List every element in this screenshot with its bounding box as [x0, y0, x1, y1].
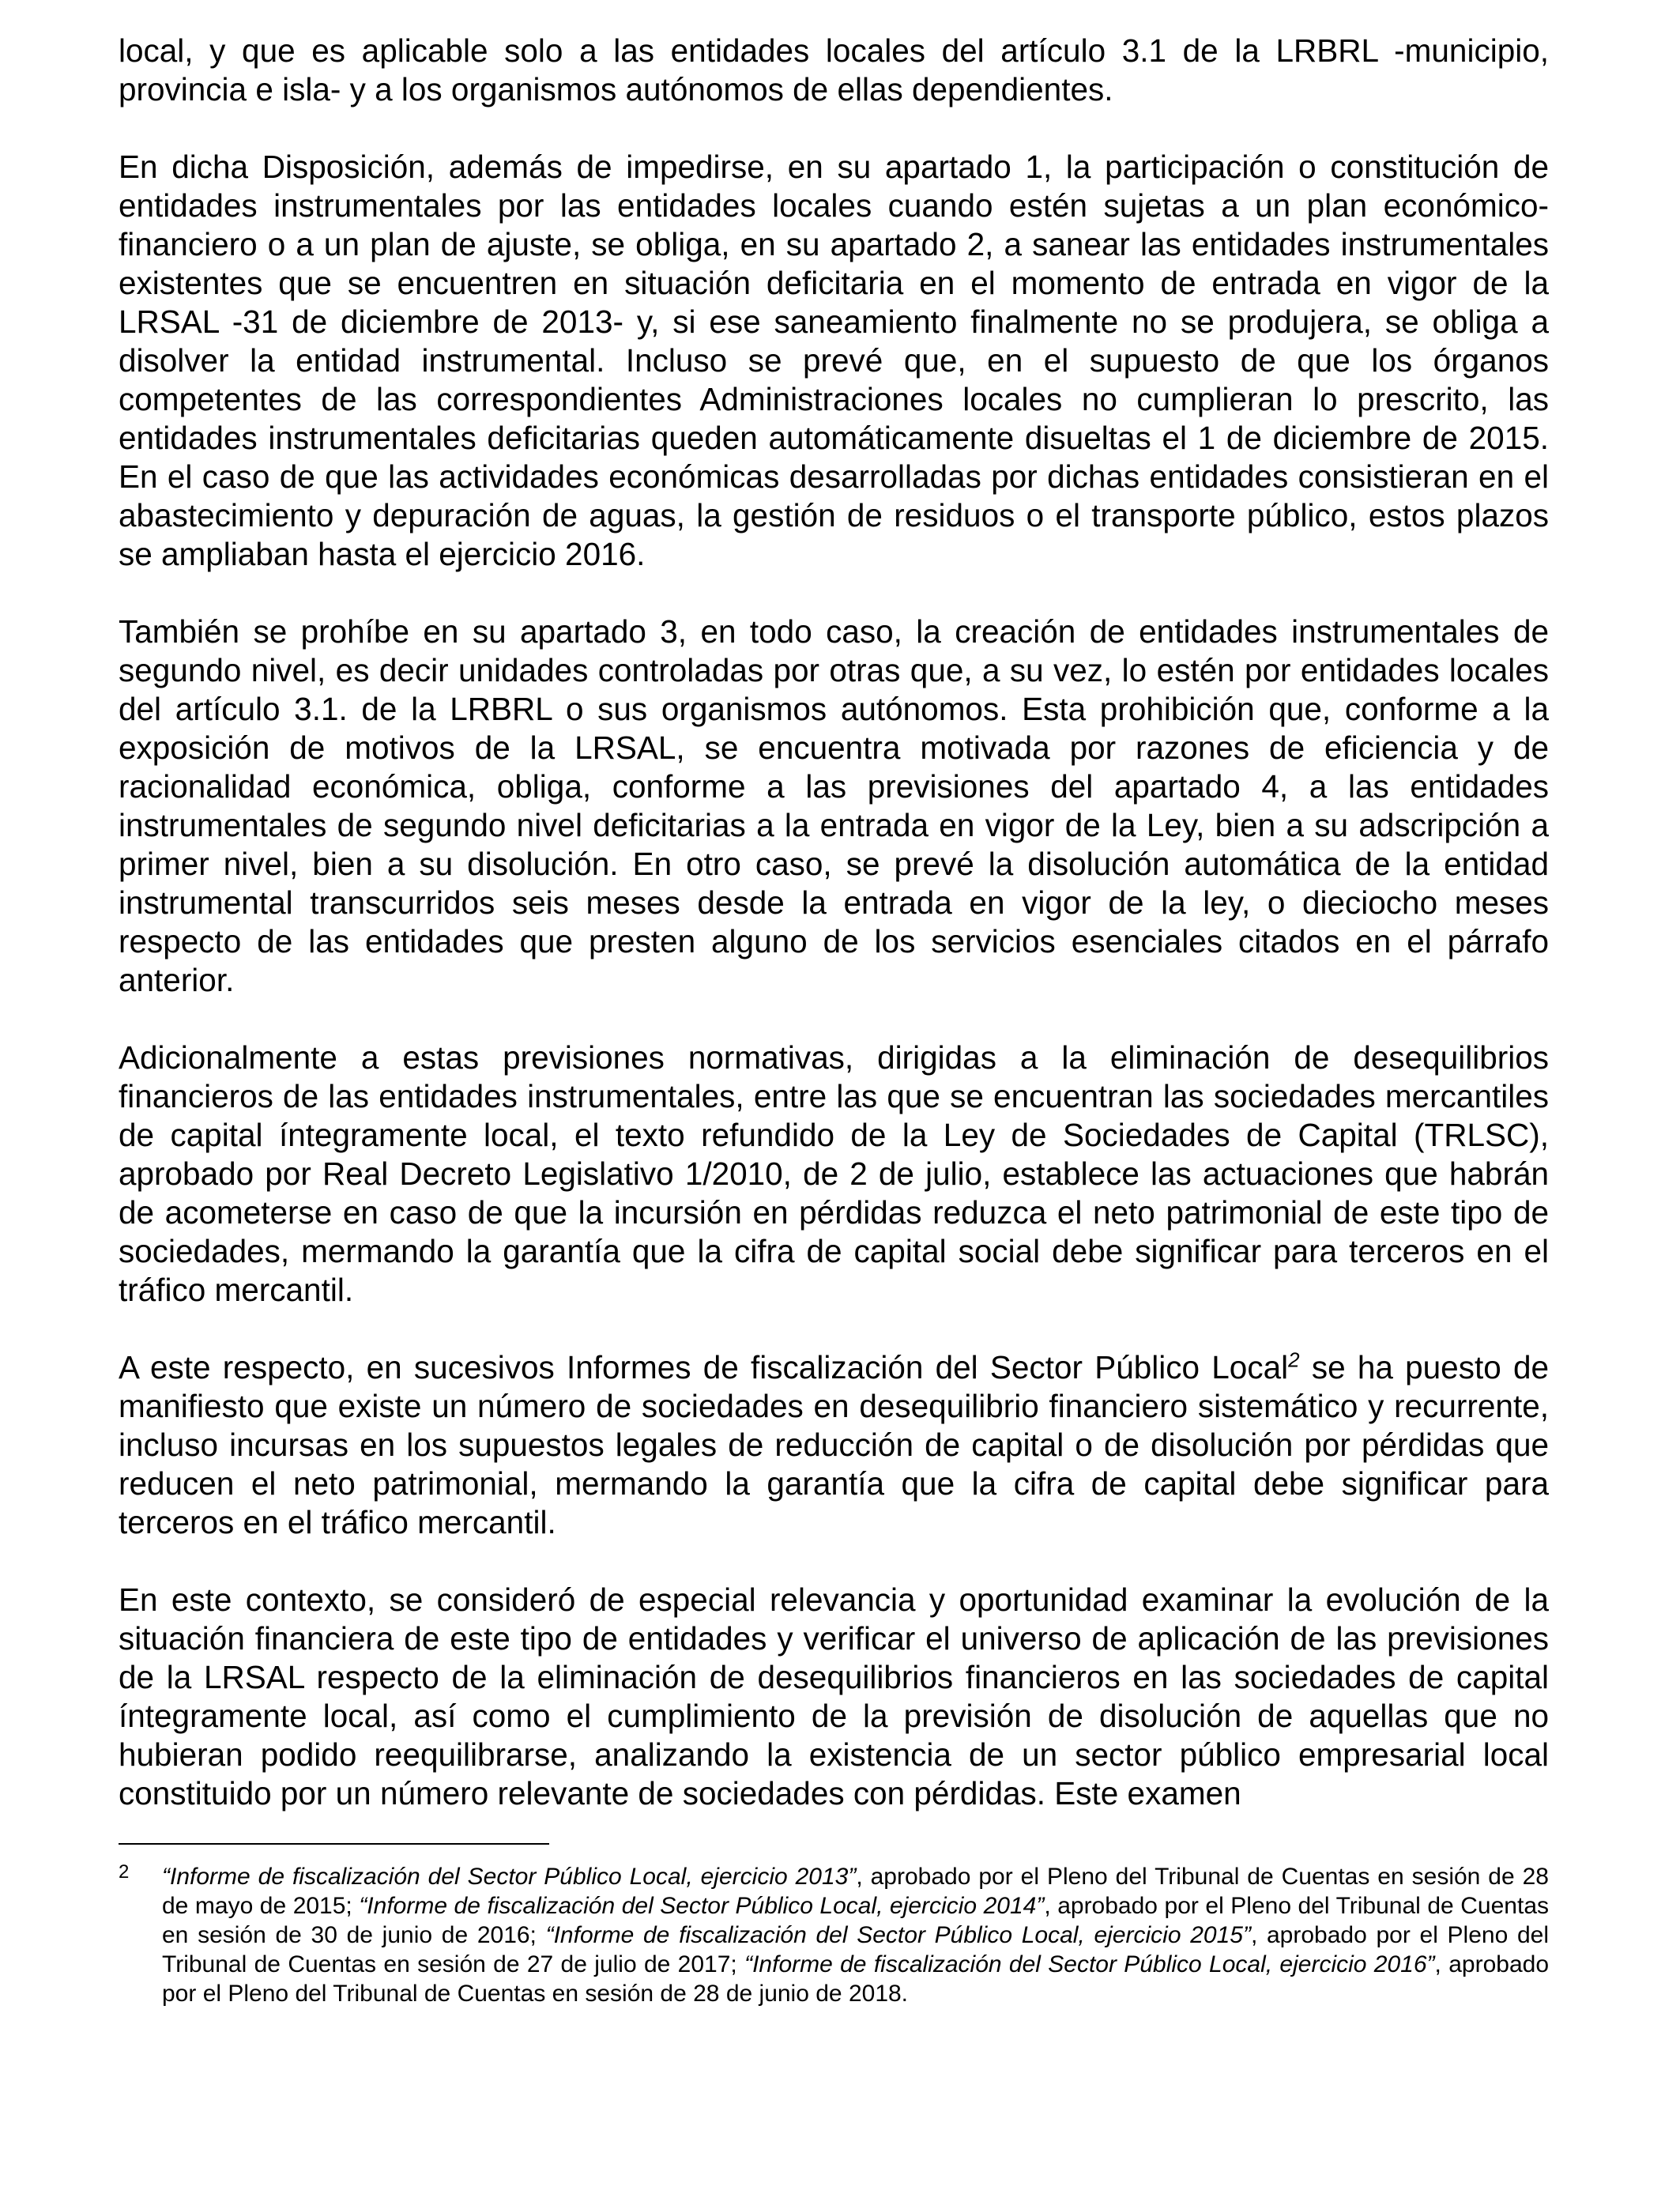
- footnote-approval-2014: , aprobado por el Pleno del Tribunal de Cuentas en sesión de 30 de junio de 2016;: [162, 1893, 1550, 1948]
- footnote: [119, 1862, 1549, 2008]
- paragraph-4: Adicionalmente a estas previsiones normativas, dirigidas a la eliminación de desequilibrios financieros de las entidades instrumentales, entre las que se encuentran las sociedades mercantiles de capital íntegramente local, el texto refundido de la Ley de Sociedades de Capital (TRLSC), aprobado por Real Decreto Legislativo 1/2010, de 2 de julio, establece las actuaciones que habrán de acometerse en caso de que la incursión en pérdidas reduzca el neto patrimonial de este tipo de sociedades, mermando la garantía que la cifra de capital social debe significar para terceros en el tráfico mercantil.: [119, 1039, 1549, 1308]
- paragraph-2: En dicha Disposición, además de impedirse, en su apartado 1, la participación o constitución de entidades instrumentales por las entidades locales cuando estén sujetas a un plan económico-financiero o a un plan de ajuste, se obliga, en su apartado 2, a sanear las entidades instrumentales existentes que se encuentren en situación deficitaria en el momento de entrada en vigor de la LRSAL -31 de diciembre de 2013- y, si ese saneamiento finalmente no se produjera, se obliga a disolver la entidad instrumental. Incluso se prevé que, en el supuesto de que los órganos competentes de las correspondientes Administraciones locales no cumplieran lo prescrito, las entidades instrumentales deficitarias queden automáticamente disueltas el 1 de diciembre de 2015. En el caso de que las actividades económicas desarrolladas por dichas entidades consistieran en el abastecimiento y depuración de aguas, la gestión de residuos o el transporte público, estos plazos se ampliaban hasta el ejercicio 2016.: [119, 149, 1549, 572]
- footnote-reference[interactable]: 2: [1288, 1348, 1300, 1372]
- paragraph-5: [119, 1348, 1549, 1542]
- footnote-approval-2013: , aprobado por el Pleno del Tribunal de Cuentas en sesión de 28 de mayo de 2015;: [162, 1864, 1549, 1919]
- paragraph-5-text-after: se ha puesto de manifiesto que existe un número de sociedades en desequilibrio financiero sistemático y recurrente, incluso incursas en los supuestos legales de reducción de capital o de disolución por pérdidas que reducen el neto patrimonial, mermando la garantía que la cifra de capital debe significar para terceros en el tráfico mercantil.: [119, 1349, 1550, 1540]
- footnote-separator: [119, 1843, 549, 1845]
- footnote-citation-2015: “Informe de fiscalización del Sector Público Local, ejercicio 2015”: [545, 1922, 1251, 1948]
- footnote-citation-2014: “Informe de fiscalización del Sector Público Local, ejercicio 2014”: [359, 1893, 1045, 1919]
- paragraph-6: En este contexto, se consideró de especial relevancia y oportunidad examinar la evolución de la situación financiera de este tipo de entidades y verificar el universo de aplicación de las previsiones de la LRSAL respecto de la eliminación de desequilibrios financieros en las sociedades de capital íntegramente local, así como el cumplimiento de la previsión de disolución de aquellas que no hubieran podido reequilibrarse, analizando la existencia de un sector público empresarial local constituido por un número relevante de sociedades con pérdidas. Este examen: [119, 1581, 1549, 1811]
- paragraph-5-text-before: A este respecto, en sucesivos Informes de fiscalización del Sector Público Local: [119, 1349, 1289, 1385]
- footnote-approval-2016: , aprobado por el Pleno del Tribunal de Cuentas en sesión de 28 de junio de 2018.: [162, 1951, 1550, 2007]
- footnote-citation-2016: “Informe de fiscalización del Sector Público Local, ejercicio 2016”: [744, 1951, 1435, 1977]
- document-page: [119, 32, 1549, 2008]
- footnote-number: 2: [119, 1861, 130, 1883]
- paragraph-1: local, y que es aplicable solo a las entidades locales del artículo 3.1 de la LRBRL -municipio, provincia e isla- y a los organismos autónomos de ellas dependientes.: [119, 32, 1549, 107]
- footnote-citation-2013: “Informe de fiscalización del Sector Público Local, ejercicio 2013”: [162, 1864, 857, 1890]
- footnote-approval-2015: , aprobado por el Pleno del Tribunal de Cuentas en sesión de 27 de julio de 2017;: [162, 1922, 1550, 1977]
- paragraph-3: También se prohíbe en su apartado 3, en todo caso, la creación de entidades instrumentales de segundo nivel, es decir unidades controladas por otras que, a su vez, lo estén por entidades locales del artículo 3.1. de la LRBRL o sus organismos autónomos. Esta prohibición que, conforme a la exposición de motivos de la LRSAL, se encuentra motivada por razones de eficiencia y de racionalidad económica, obliga, conforme a las previsiones del apartado 4, a las entidades instrumentales de segundo nivel deficitarias a la entrada en vigor de la Ley, bien a su adscripción a primer nivel, bien a su disolución. En otro caso, se prevé la disolución automática de la entidad instrumental transcurridos seis meses desde la entrada en vigor de la ley, o dieciocho meses respecto de las entidades que presten alguno de los servicios esenciales citados en el párrafo anterior.: [119, 613, 1549, 998]
